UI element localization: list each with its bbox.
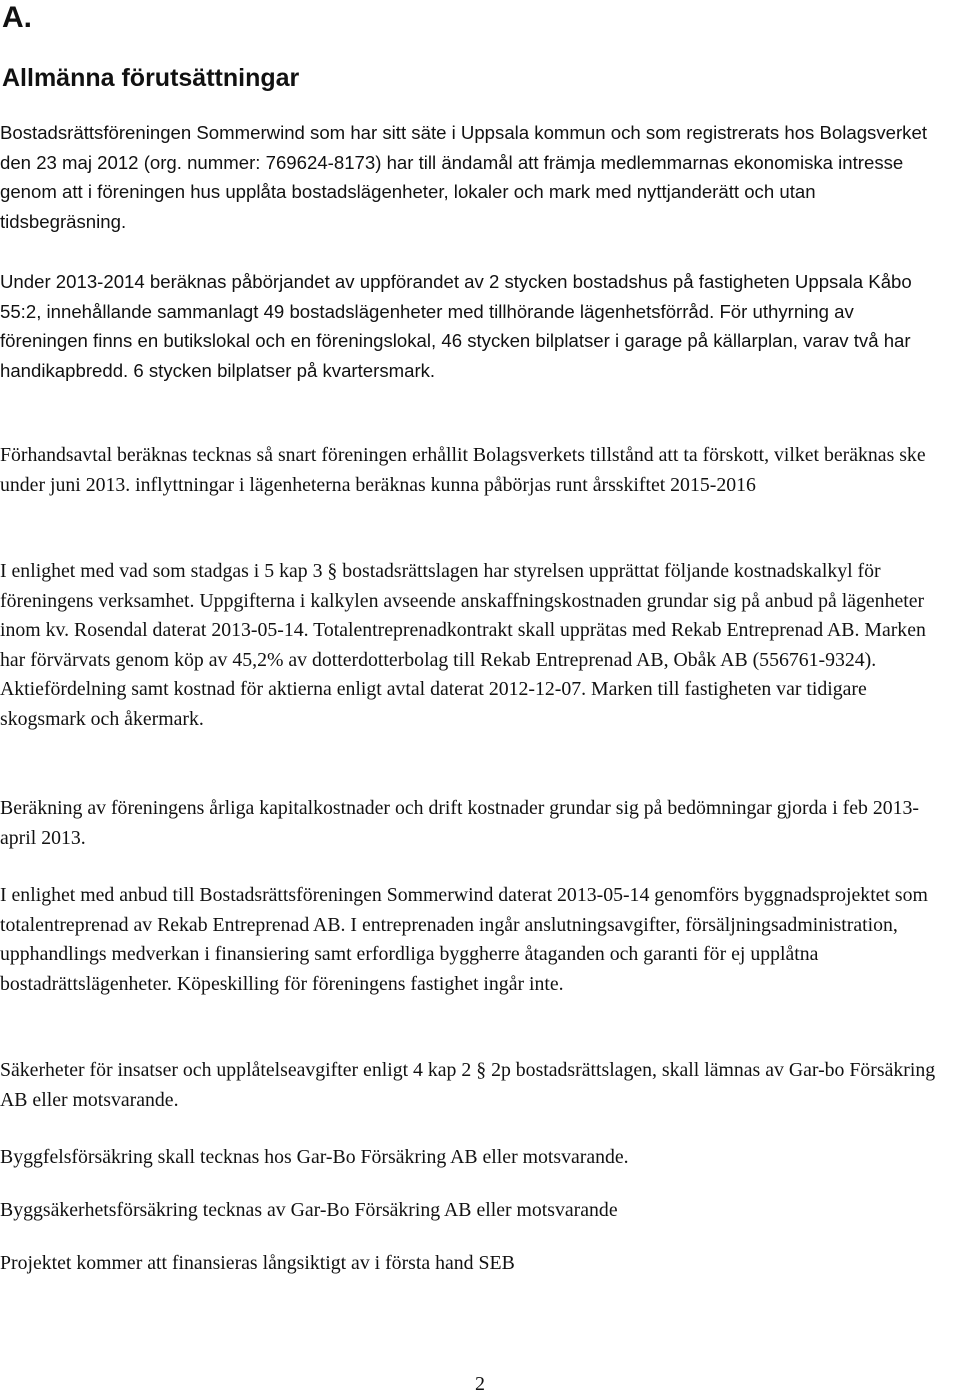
paragraph-cost-calculation: I enlighet med vad som stadgas i 5 kap 3 § bostadsrättslagen har styrelsen upprättat följande kostnadskalkyl för föreningens verksamhet. Uppgifterna i kalkylen avseende anskaffningskostnaden grundar sig på anbud på lägenheter inom kv. Rosendal daterat 2013-05-14. Totalentreprenadkontrakt skall upprätas med Rekab Entreprenad AB. Marken har förvärvats genom köp av 45,2% av dotterdotterbolag till Rekab Entreprenad AB, Obåk AB (556761-9324). Aktiefördelning samt kostnad för aktierna enligt avtal daterat 2012-12-07. Marken till fastigheten var tidigare skogsmark och åkermark. [0, 560, 926, 730]
paragraph-construction: Under 2013-2014 beräknas påbörjandet av uppförandet av 2 stycken bostadshus på fastigheten Uppsala Kåbo 55:2, innehållande sammanlagt 49 bostadslägenheter med tillhörande lägenhetsförråd. För uthyrning av föreningen finns en butikslokal och en föreningslokal, 46 stycken bilplatser i garage på källarplan, varav två har handikapbredd. 6 stycken bilplatser på kvartersmark. [0, 271, 912, 381]
paragraph-financing: Projektet kommer att finansieras långsiktigt av i första hand SEB [0, 1252, 515, 1274]
paragraph-preliminary-agreement: Förhandsavtal beräknas tecknas så snart föreningen erhållit Bolagsverkets tillstånd att ta förskott, vilket beräknas ske under juni 2013. inflyttningar i lägenheterna beräknas kunna påbörjas runt årsskiftet 2015-2016 [0, 444, 926, 496]
section-letter: A. [2, 1, 32, 34]
paragraph-security: Säkerheter för insatser och upplåtelseavgifter enligt 4 kap 2 § 2p bostadsrättslagen, skall lämnas av Gar-bo Försäkring AB eller motsvarande. [0, 1059, 936, 1111]
paragraph-contract: I enlighet med anbud till Bostadsrättsföreningen Sommerwind daterat 2013-05-14 genomförs byggnadsprojektet som totalentreprenad av Rekab Entreprenad AB. I entreprenaden ingår anslutningsavgifter, försäljningsadministration, upphandlings medverkan i finansiering samt erfordliga byggherre åtaganden och garanti för ej upplåtna bostadrättslägenheter. Köpeskilling för föreningens fastighet ingår inte. [0, 884, 928, 995]
section-title: Allmänna förutsättningar [2, 64, 300, 92]
paragraph-security-insurance: Byggsäkerhetsförsäkring tecknas av Gar-Bo Försäkring AB eller motsvarande [0, 1199, 618, 1221]
paragraph-annual-costs: Beräkning av föreningens årliga kapitalkostnader och drift kostnader grundar sig på bedömningar gjorda i feb 2013-april 2013. [0, 797, 919, 849]
page-number: 2 [475, 1373, 485, 1395]
paragraph-general: Bostadsrättsföreningen Sommerwind som har sitt säte i Uppsala kommun och som registrerats hos Bolagsverket den 23 maj 2012 (org. nummer: 769624-8173) har till ändamål att främja medlemmarnas ekonomiska intresse genom att i föreningen hus upplåta bostadslägenheter, lokaler och mark med nyttjanderätt och utan tidsbegräsning. [0, 122, 927, 232]
paragraph-defect-insurance: Byggfelsförsäkring skall tecknas hos Gar-Bo Försäkring AB eller motsvarande. [0, 1146, 629, 1168]
